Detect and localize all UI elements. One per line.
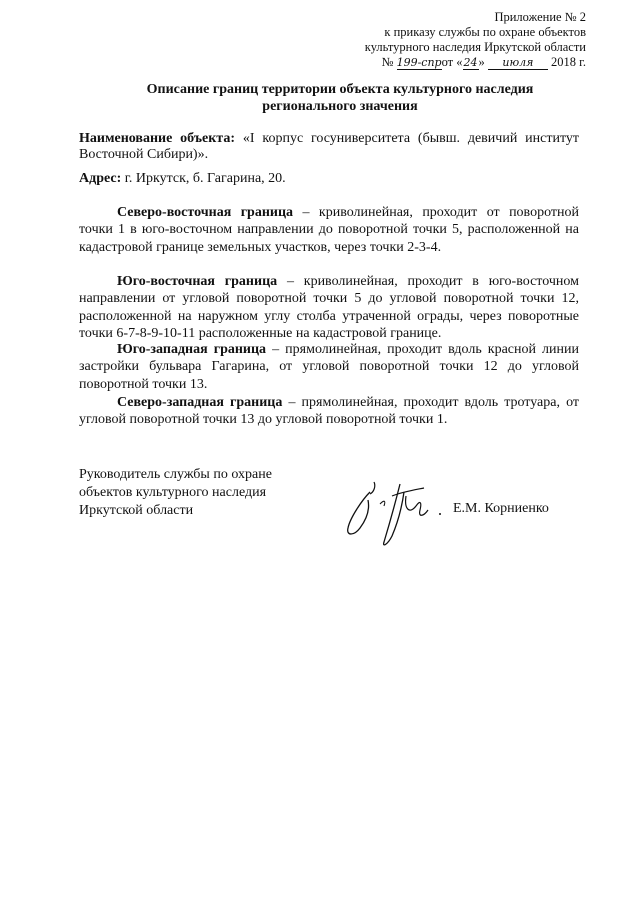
boundary-label: Юго-восточная граница [117,274,278,289]
appendix-line-1: Приложение № 2 [494,10,586,24]
boundary-label: Северо-западная граница [117,395,283,410]
order-number-handwritten: 199-спр [396,56,442,69]
signer-name: Е.М. Корниенко [453,501,549,516]
appendix-line-3: культурного наследия Иркутской области [364,40,586,54]
boundary-text: – криволинейная, проходит от поворотной точки 1 в юго-восточном направлении до поворотной точки 5, расположенной на кадастровой границе земельных участков, через точки 2-3-4. [79,205,579,255]
title-line-1: Описание границ территории объекта культурного наследия [146,82,534,97]
number-sign: № [381,55,394,69]
address-label: Адрес: [79,171,122,186]
boundary-text: – прямолинейная, проходит вдоль тротуара, от угловой поворотной точки 13 до угловой поворотной точки 1. [79,395,579,428]
object-name [79,131,579,163]
object-name-value: «I корпус госуниверситета (бывш. девичий институт Восточной Сибири)». [79,131,580,162]
order-month-handwritten: июля [488,57,548,70]
boundary-label: Северо-восточная граница [117,205,294,220]
boundary-southeast [79,273,579,342]
appendix-line-2: к приказу службы по охране объектов [384,25,586,39]
boundary-southwest [79,341,579,393]
quote-close: » [478,55,485,69]
address-value: г. Иркутск, б. Гагарина, 20. [124,171,286,186]
boundary-northeast [79,204,579,256]
signer-line-1: Руководитель службы по охране [79,467,272,482]
title-line-2: регионального значения [262,99,418,114]
document-title [100,81,580,115]
boundary-text: – криволинейная, проходит в юго-восточном направлении от угловой поворотной точки 5 до угловой поворотной точки 12, расположенной на наружном углу столба утраченной ограды, через поворотные точки 6-7-8-9-10-11 расположенные на кадастровой границе. [79,274,579,341]
boundary-label: Юго-западная граница [117,342,267,357]
order-number-line [365,55,586,70]
order-day-handwritten: 24 [463,56,478,69]
signer-line-3: Иркутской области [79,503,194,518]
signer-position [79,466,272,520]
boundary-northwest [79,394,579,429]
object-name-label: Наименование объекта: [79,131,235,146]
boundary-text: – прямолинейная, проходит вдоль красной линии застройки бульвара Гагарина, от угловой поворотной точки 12 до угловой поворотной точки 13. [79,342,579,392]
signer-line-2: объектов культурного наследия [79,485,267,500]
order-year: 2018 г. [551,55,586,69]
appendix-header [365,10,586,70]
from-text: от « [441,55,463,69]
handwritten-signature [340,470,450,550]
object-address [79,171,286,187]
